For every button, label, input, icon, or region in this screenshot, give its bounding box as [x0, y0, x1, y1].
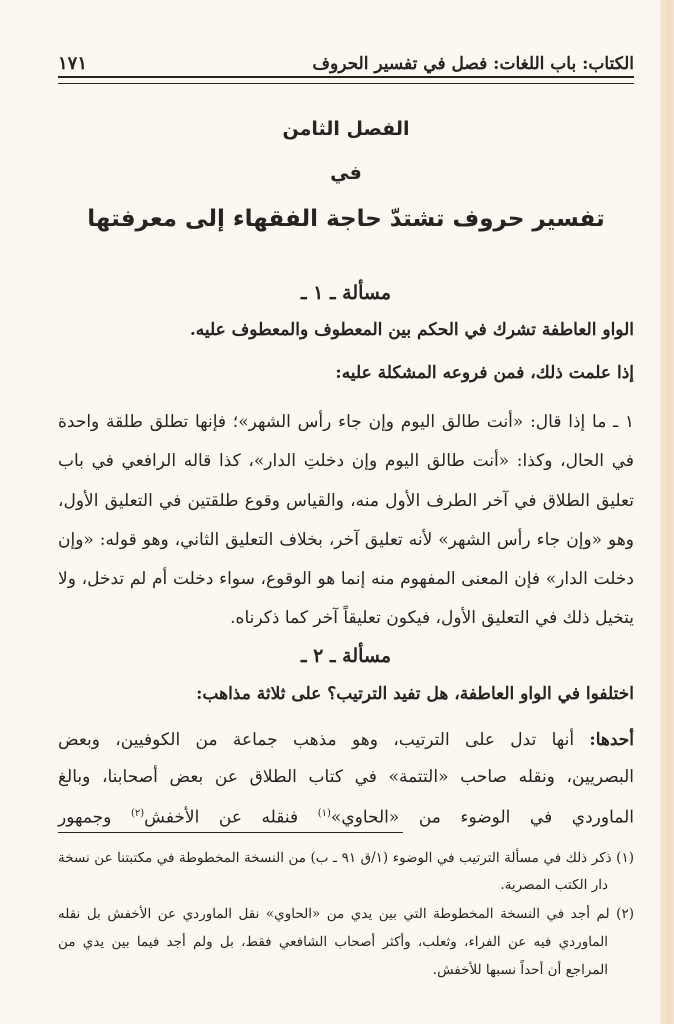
section-2-statement: اختلفوا في الواو العاطفة، هل تفيد الترتيب؟ على ثلاثة مذاهب: — [196, 684, 634, 704]
paragraph-line: ١ ـ ما إذا قال: «أنت طالق اليوم وإن جاء رأس الشهر»؛ فإنها تطلق طلقة واحدة — [58, 412, 634, 432]
chapter-heading — [58, 118, 634, 232]
footnote-1: (١) ذكر ذلك في مسألة الترتيب في الوضوء (١/ق ٩١ ـ ب) من النسخة المخطوطة في مكتبتنا عن نسخة — [58, 850, 634, 866]
paragraph-line: الماوردي في الوضوء من «الحاوي»$^{(١)}$ فنقله عن الأخفش$^{(٢)}$ وجمهور — [58, 807, 635, 828]
paragraph-line: أحدها: أنها تدل على الترتيب، وهو مذهب جماعة من الكوفيين، وبعض — [58, 730, 634, 750]
lead-word: أحدها: — [589, 730, 634, 750]
chapter-title: الفصل الثامن — [282, 118, 410, 140]
paragraph-line: وهو «وإن جاء رأس الشهر» لأنه تعليق آخر، بخلاف التعليق الثاني، وهو قوله: «وإن — [58, 530, 634, 550]
footnote-2-cont: المراجع أن أحداً نسبها للأخفش. — [432, 962, 608, 978]
footnote-ref-1[interactable]: (١) — [317, 808, 331, 819]
section-1-title: مسألة ـ ١ ـ — [300, 282, 392, 304]
section-2-title: مسألة ـ ٢ ـ — [300, 645, 392, 667]
paragraph-line: يتخيل ذلك في التعليق الأول، فيكون تعليقاً آخر كما ذكرناه. — [230, 608, 634, 628]
running-title: الكتاب: باب اللغات: فصل في تفسير الحروف — [312, 54, 634, 74]
footnote-ref-2[interactable]: (٢) — [130, 808, 145, 819]
header-rule — [58, 76, 634, 84]
footnote-1-cont: دار الكتب المصرية. — [500, 877, 608, 893]
book-page — [58, 0, 634, 1024]
paragraph-line: دخلت الدار» فإن المعنى المفهوم منه إنما هو الوقوع، سواء دخلت أم لم تدخل، ولا — [58, 569, 634, 589]
paragraph-line: البصريين، ونقله صاحب «التتمة» في كتاب الطلاق عن بعض أصحابنا، وبالغ — [58, 767, 634, 787]
footnote-rule — [58, 832, 403, 833]
chapter-connector: في — [330, 162, 362, 184]
paragraph-line: تعليق الطلاق في آخر الطرف الأول منه، والقياس وقوع طلقتين في التعليق الأول، — [58, 491, 634, 511]
section-1-statement: الواو العاطفة تشرك في الحكم بين المعطوف والمعطوف عليه. — [189, 320, 634, 340]
footnote-2: (٢) لم أجد في النسخة المخطوطة التي بين يدي من «الحاوي» نقل الماوردي عن الأخفش بل نقله — [58, 906, 634, 922]
running-header — [58, 44, 634, 74]
footnote-2-cont: الماوردي فيه عن الفراء، وثعلب، وأكثر أصحاب الشافعي فقط، بل ولم أجد فيما بين يدي من — [58, 934, 608, 950]
chapter-subtitle: تفسير حروف تشتدّ حاجة الفقهاء إلى معرفتها — [87, 206, 605, 232]
paragraph-line: في الحال، وكذا: «أنت طالق اليوم وإن دخلتِ الدار»، كذا قاله الرافعي في باب — [58, 451, 634, 471]
page-number: ١٧١ — [58, 53, 88, 74]
section-1-intro: إذا علمت ذلك، فمن فروعه المشكلة عليه: — [335, 363, 634, 383]
page-edge — [660, 0, 674, 1024]
